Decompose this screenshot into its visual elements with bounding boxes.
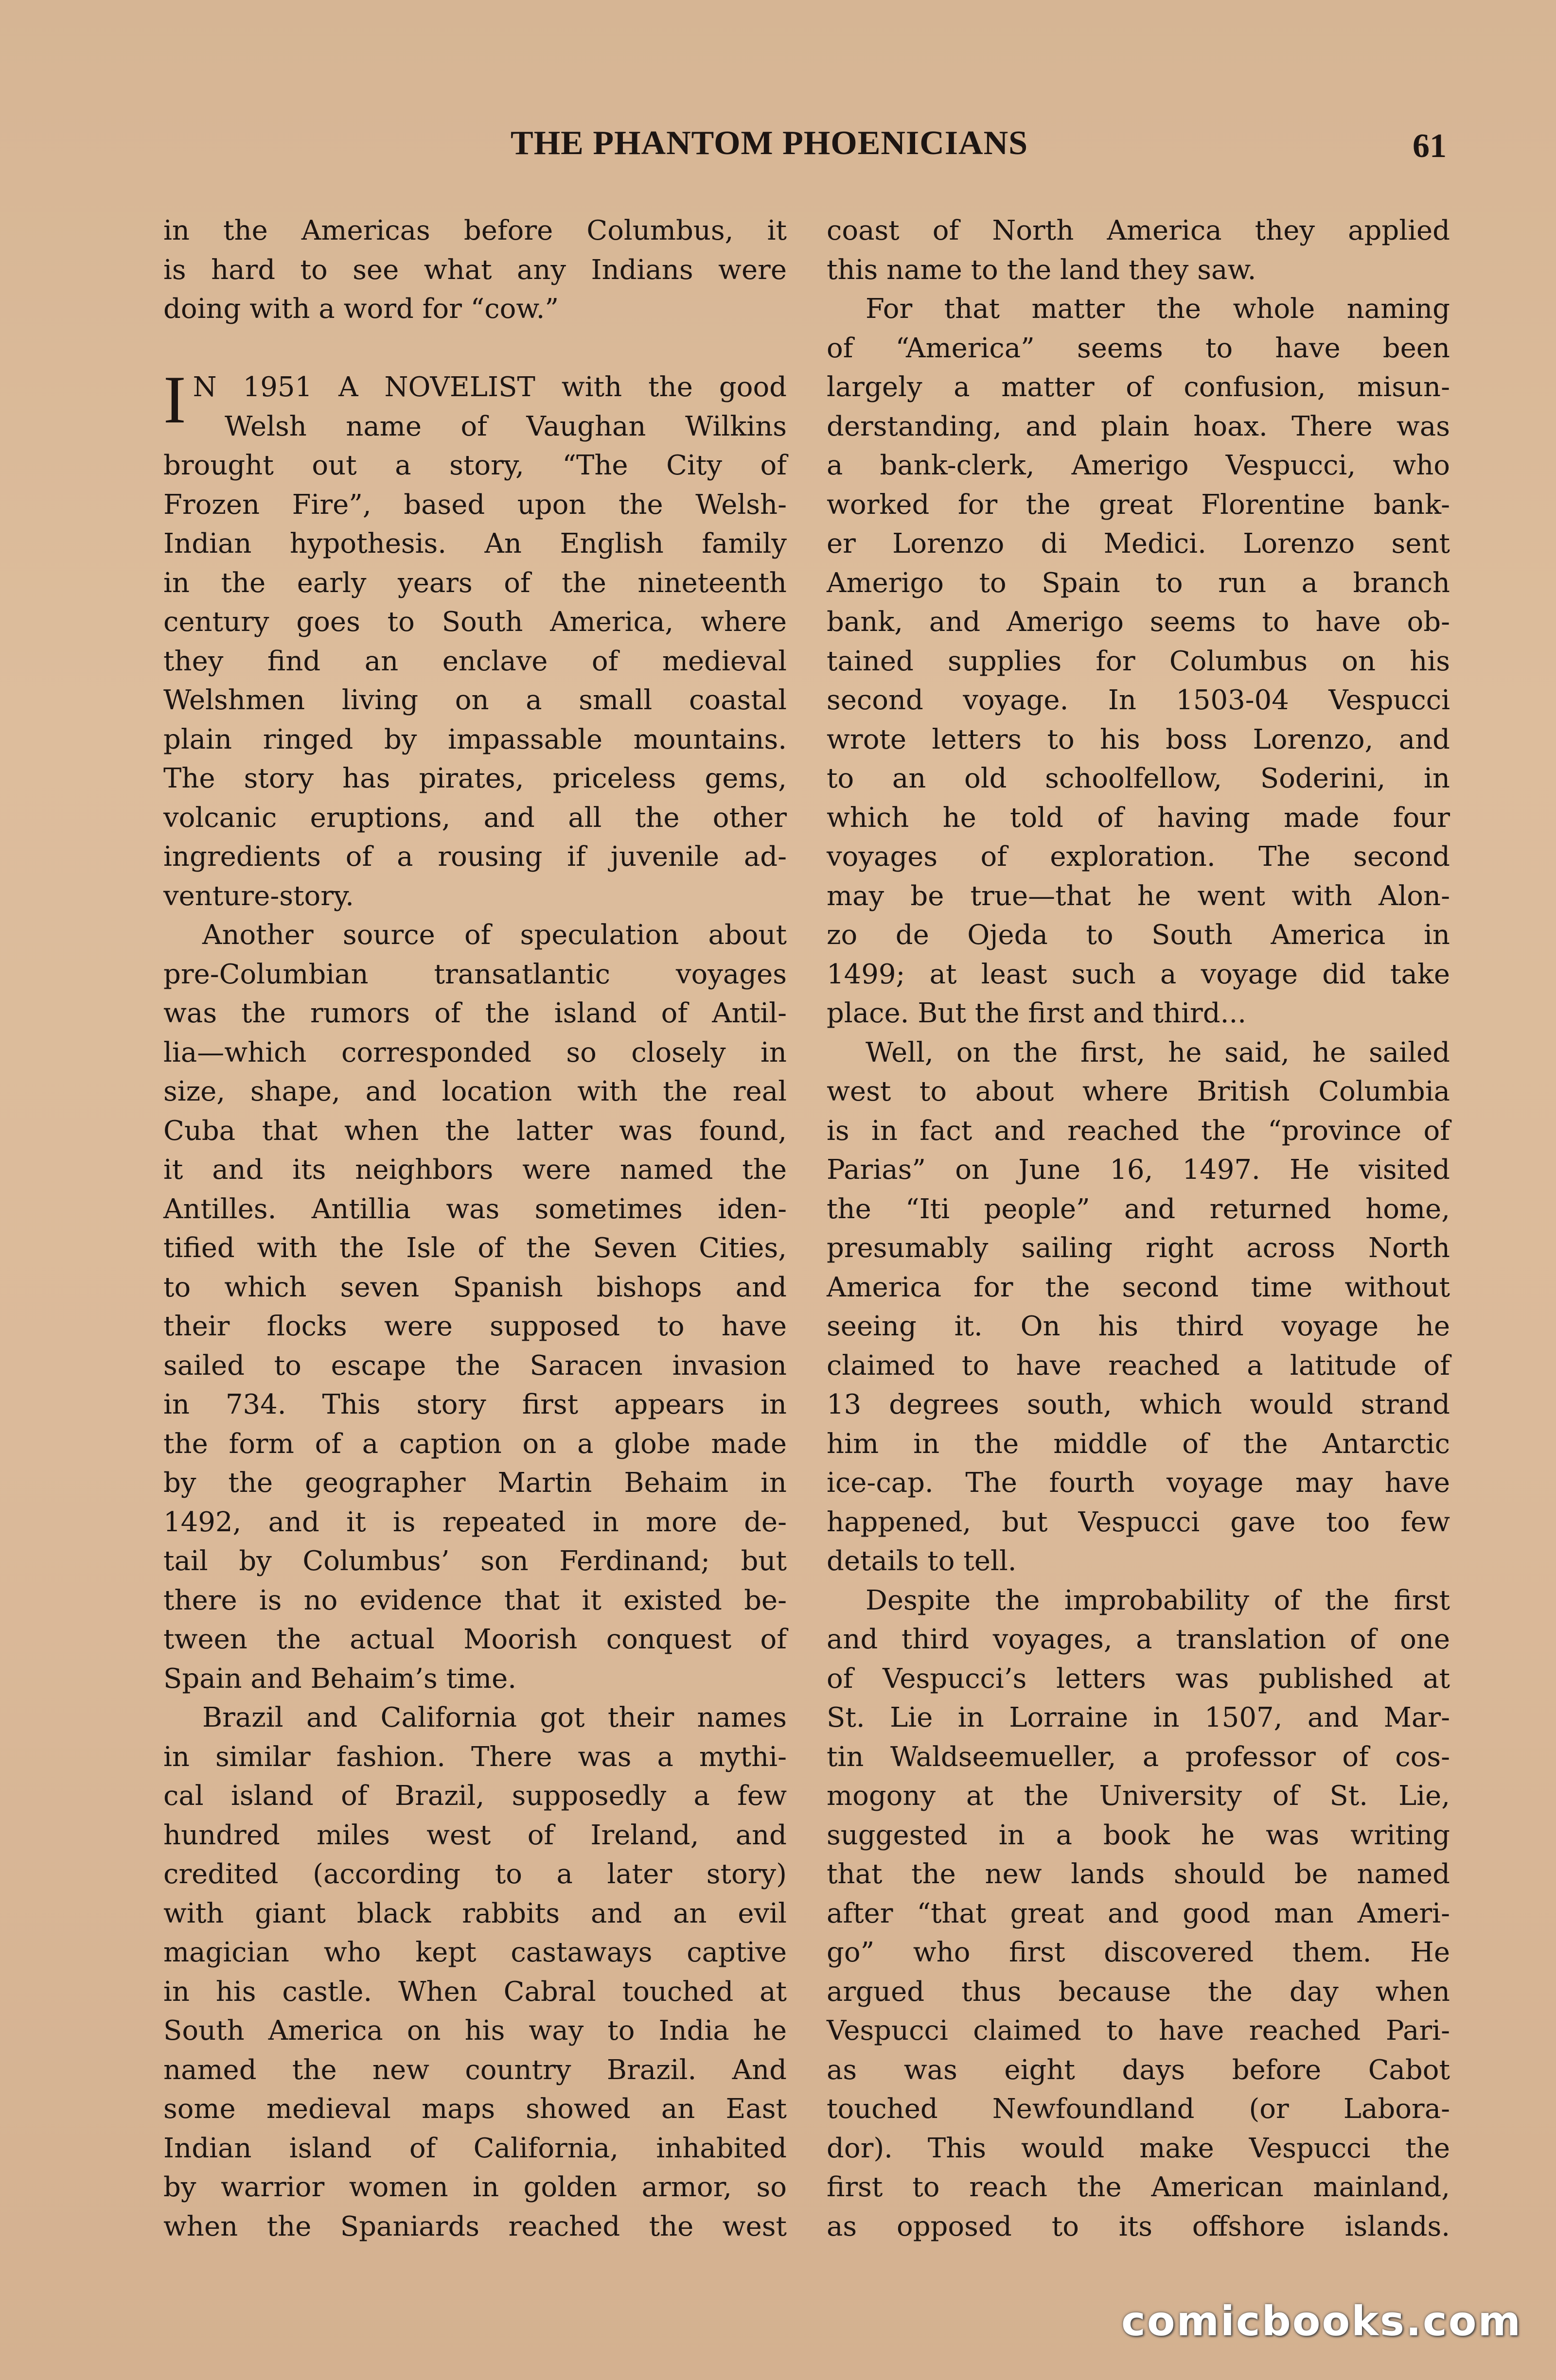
text-line: and third voyages, a translation of one xyxy=(827,1624,1450,1655)
text-line: lia—which corresponded so closely in xyxy=(163,1036,787,1068)
text-line: as opposed to its offshore islands. xyxy=(827,2210,1450,2242)
text-line: largely a matter of confusion, misun- xyxy=(827,371,1450,403)
text-line: venture-story. xyxy=(163,880,354,912)
page-header xyxy=(0,124,1556,177)
paragraph xyxy=(163,1698,787,2246)
text-line: ingredients of a rousing if juvenile ad- xyxy=(163,841,787,873)
text-line: St. Lie in Lorraine in 1507, and Mar- xyxy=(827,1702,1450,1733)
text-line: the form of a caption on a globe made xyxy=(163,1428,787,1460)
page-number: 61 xyxy=(1413,127,1447,165)
text-line: voyages of exploration. The second xyxy=(827,841,1450,873)
text-line: The story has pirates, priceless gems, xyxy=(163,763,787,794)
text-line: with giant black rabbits and an evil xyxy=(163,1897,787,1929)
drop-cap: I xyxy=(163,362,186,438)
text-line: second voyage. In 1503-04 Vespucci xyxy=(827,684,1450,716)
text-line: in his castle. When Cabral touched at xyxy=(163,1976,787,2008)
text-line: Amerigo to Spain to run a branch xyxy=(827,567,1450,599)
text-line: magician who kept castaways captive xyxy=(163,1937,787,1968)
text-line: 13 degrees south, which would strand xyxy=(827,1389,1450,1420)
text-line: by the geographer Martin Behaim in xyxy=(163,1467,787,1499)
text-line: go” who first discovered them. He xyxy=(827,1937,1450,1968)
text-line: bank, and Amerigo seems to have ob- xyxy=(827,606,1450,638)
text-line: when the Spaniards reached the west xyxy=(163,2210,787,2242)
text-line: plain ringed by impassable mountains. xyxy=(163,723,787,755)
text-line: place. But the first and third... xyxy=(827,998,1247,1029)
text-line: tified with the Isle of the Seven Cities, xyxy=(163,1232,787,1264)
text-line: that the new lands should be named xyxy=(827,1858,1450,1890)
text-line: Vespucci claimed to have reached Pari- xyxy=(827,2015,1450,2047)
text-line: cal island of Brazil, supposedly a few xyxy=(163,1780,787,1812)
section-break xyxy=(163,329,787,368)
text-line: er Lorenzo di Medici. Lorenzo sent xyxy=(827,528,1450,560)
text-line: may be true—that he went with Alon- xyxy=(827,880,1450,912)
text-line: the “Iti people” and returned home, xyxy=(827,1193,1450,1225)
text-line: size, shape, and location with the real xyxy=(163,1076,787,1107)
text-line: happened, but Vespucci gave too few xyxy=(827,1506,1450,1538)
text-line: dor). This would make Vespucci the xyxy=(827,2132,1450,2164)
text-line: Indian hypothesis. An English family xyxy=(163,528,787,560)
text-line: ice-cap. The fourth voyage may have xyxy=(827,1467,1450,1499)
text-line: of “America” seems to have been xyxy=(827,332,1450,364)
text-line: Indian island of California, inhabited xyxy=(163,2132,787,2164)
text-line: as was eight days before Cabot xyxy=(827,2054,1450,2086)
text-line: him in the middle of the Antarctic xyxy=(827,1428,1450,1460)
text-line: South America on his way to India he xyxy=(163,2015,787,2047)
paragraph xyxy=(827,290,1450,1033)
text-line: tin Waldseemueller, a professor of cos- xyxy=(827,1741,1450,1773)
text-line: Another source of speculation about xyxy=(202,919,787,951)
text-line: credited (according to a later story) xyxy=(163,1858,787,1890)
text-line: N 1951 A NOVELIST with the good xyxy=(193,371,787,403)
text-line: tained supplies for Columbus on his xyxy=(827,645,1450,677)
right-column xyxy=(827,211,1450,2246)
text-line: their flocks were supposed to have xyxy=(163,1311,787,1342)
left-column xyxy=(163,211,787,2246)
text-line: after “that great and good man Ameri- xyxy=(827,1897,1450,1929)
watermark: comicbooks.com xyxy=(1121,2297,1522,2345)
text-line: Antilles. Antillia was sometimes iden- xyxy=(163,1193,787,1225)
text-line: was the rumors of the island of Antil- xyxy=(163,998,787,1029)
text-line: seeing it. On his third voyage he xyxy=(827,1311,1450,1342)
text-line: suggested in a book he was writing xyxy=(827,1819,1450,1851)
text-line: a bank-clerk, Amerigo Vespucci, who xyxy=(827,450,1450,481)
text-line: Cuba that when the latter was found, xyxy=(163,1115,787,1147)
text-line: For that matter the whole naming xyxy=(866,293,1450,325)
text-line: tween the actual Moorish conquest of xyxy=(163,1624,787,1655)
text-line: in the Americas before Columbus, it xyxy=(163,215,787,246)
text-line: hundred miles west of Ireland, and xyxy=(163,1819,787,1851)
text-line: Spain and Behaim’s time. xyxy=(163,1662,517,1695)
text-line: there is no evidence that it existed be- xyxy=(163,1584,787,1616)
text-line: 1499; at least such a voyage did take xyxy=(827,958,1450,990)
text-line: is hard to see what any Indians were xyxy=(163,254,787,286)
text-line: in the early years of the nineteenth xyxy=(163,567,787,599)
text-line: by warrior women in golden armor, so xyxy=(163,2171,787,2203)
text-line: some medieval maps showed an East xyxy=(163,2093,787,2125)
text-line: Welshmen living on a small coastal xyxy=(163,684,787,716)
text-line: sailed to escape the Saracen invasion xyxy=(163,1349,787,1382)
text-line: claimed to have reached a latitude of xyxy=(827,1349,1450,1382)
text-line: 1492, and it is repeated in more de- xyxy=(163,1506,787,1538)
text-line: pre-Columbian transatlantic voyages xyxy=(163,958,787,990)
text-line: Frozen Fire”, based upon the Welsh- xyxy=(163,489,787,521)
text-line: zo de Ojeda to South America in xyxy=(827,919,1450,951)
paragraph xyxy=(163,211,787,329)
text-line: named the new country Brazil. And xyxy=(163,2054,787,2086)
text-line: details to tell. xyxy=(827,1545,1017,1577)
text-line: mogony at the University of St. Lie, xyxy=(827,1780,1450,1812)
text-line: this name to the land they saw. xyxy=(827,254,1256,286)
text-line: century goes to South America, where xyxy=(163,606,787,638)
text-line: brought out a story, “The City of xyxy=(163,450,787,481)
paragraph xyxy=(827,1581,1450,2247)
text-line: Welsh name of Vaughan Wilkins xyxy=(225,410,787,442)
text-line: wrote letters to his boss Lorenzo, and xyxy=(827,723,1450,755)
text-line: argued thus because the day when xyxy=(827,1976,1450,2008)
paragraph-dropcap xyxy=(163,362,787,916)
text-line: tail by Columbus’ son Ferdinand; but xyxy=(163,1545,787,1577)
paragraph xyxy=(827,211,1450,290)
text-line: Brazil and California got their names xyxy=(202,1702,787,1733)
paragraph xyxy=(827,1033,1450,1581)
text-line: to an old schoolfellow, Soderini, in xyxy=(827,763,1450,794)
paragraph xyxy=(163,916,787,1698)
text-line: Despite the improbability of the first xyxy=(866,1584,1450,1616)
text-line: doing with a word for “cow.” xyxy=(163,293,559,325)
text-line: is in fact and reached the “province of xyxy=(827,1115,1450,1147)
text-line: which he told of having made four xyxy=(827,802,1450,834)
text-line: it and its neighbors were named the xyxy=(163,1154,787,1186)
text-line: derstanding, and plain hoax. There was xyxy=(827,410,1450,442)
text-line: worked for the great Florentine bank- xyxy=(827,489,1450,521)
text-line: touched Newfoundland (or Labora- xyxy=(827,2093,1450,2125)
text-line: presumably sailing right across North xyxy=(827,1232,1450,1264)
text-line: Parias” on June 16, 1497. He visited xyxy=(827,1154,1450,1186)
text-line: west to about where British Columbia xyxy=(827,1076,1450,1107)
text-line: to which seven Spanish bishops and xyxy=(163,1271,787,1303)
text-line: coast of North America they applied xyxy=(827,215,1450,246)
text-line: America for the second time without xyxy=(827,1271,1450,1303)
text-line: first to reach the American mainland, xyxy=(827,2171,1450,2203)
text-line: they find an enclave of medieval xyxy=(163,645,787,677)
text-line: in similar fashion. There was a mythi- xyxy=(163,1741,787,1773)
text-line: Well, on the first, he said, he sailed xyxy=(866,1036,1450,1068)
text-line: in 734. This story first appears in xyxy=(163,1389,787,1420)
text-line: of Vespucci’s letters was published at xyxy=(827,1662,1450,1695)
running-title: THE PHANTOM PHOENICIANS xyxy=(511,124,1028,162)
text-line: volcanic eruptions, and all the other xyxy=(163,802,787,834)
